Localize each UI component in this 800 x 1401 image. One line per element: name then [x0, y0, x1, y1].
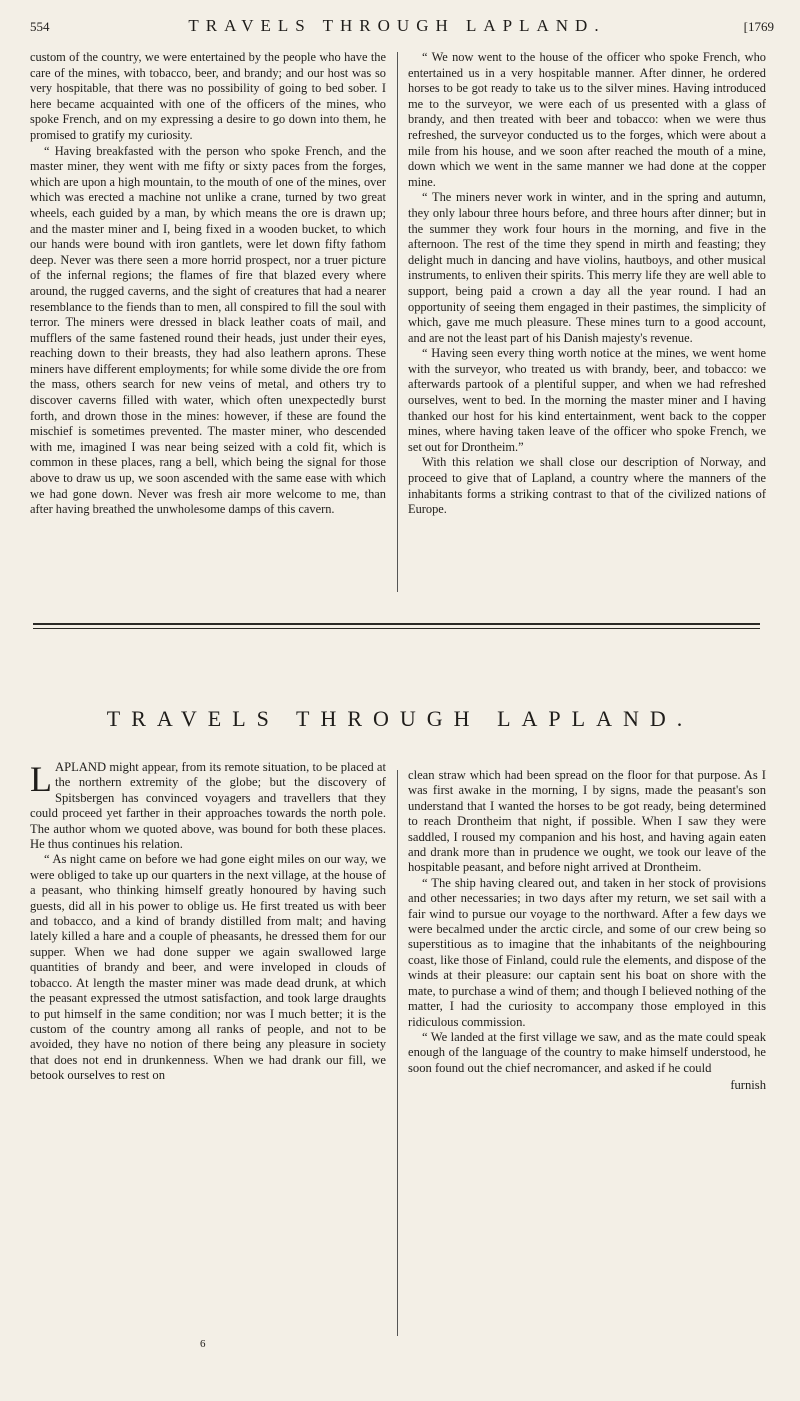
signature-mark: 6 [200, 1338, 206, 1350]
paragraph: “ The miners never work in winter, and in the spring and autumn, they only labour three hours before, and three hours after dinner; but in the summer they work four hours in the morning, and five in the afternoon. The rest of the time they spend in mirth and feasting; they delight much in dancing and have violins, hautboys, and other musical instruments, to enliven their spirits. This merry life they are well able to support, being paid a crown a day all the year round. I had an opportunity of seeing them engaged in their pastimes, the simplicity of which, gave me much pleasure. These mines turn to a good account, and are not the least part of his Danish majesty's revenue. [408, 190, 766, 345]
page-number: 554 [30, 19, 50, 34]
top-right-column [408, 50, 766, 595]
section-rule [33, 623, 760, 625]
paragraph: clean straw which had been spread on the floor for that purpose. As I was first awake in the morning, I by signs, made the peasant's son understand that I wanted the horses to be got ready, being determined to reach Drontheim that night, if possible. When I saw they were saddled, I roused my companion and his host, and having again eaten and drank more than in prudence we ought, we took our leave of the hospitable peasant, and before night arrived at Drontheim. [408, 768, 766, 875]
opening-text: APLAND might appear, from its remote situation, to be placed at the northern extremity of the globe; but the discovery of Spitsbergen has convinced voyagers and travellers that they could proceed yet farther in their approaches towards the north pole. The author whom we quoted above, was bound for both these places. He thus continues his relation. [30, 760, 386, 852]
paragraph: “ Having breakfasted with the person who spoke French, and the master miner, they went with me fifty or sixty paces from the forges, which are upon a high mountain, to the mouth of one of the mines, over which was erected a machine not unlike a crane, turned by two great wheels, each guided by a man, by which means the ore is drawn up; and the master miner and I, being fixed in a wooden bucket, to which our hands were bound with iron gantlets, were let down fifty fathom deep. Never was there seen a more horrid prospect, nor a truer picture of the infernal regions; the flames of fire that blazed every where around, the rugged caverns, and the sight of creatures that had a nearer resemblance to the fiends than to men, all conspired to fill the soul with terror. The miners were dressed in black leather coats of mail, and mufflers of the same fastened round their heads, just under their eyes, reaching down to their breasts, they had also leathern aprons. These miners have different employments; for while some divide the ore from the mass, others search for new veins of metal, and others try to discover caverns filled with water, which often unexpectedly burst forth, and drown those in the mines: however, if these are found the mischief is sometimes prevented. The master miner, who descended with me, imagined I was near being seized with a cold fit, which is common in these places, rang a bell, which being the signal for those above to draw us up, we soon ascended with the same ease with which we had gone down. Never was fresh air more welcome to me, than after having breathed the unwholesome damps of this cavern. [30, 143, 386, 517]
drop-cap: L [30, 759, 52, 799]
running-date: [1769 [743, 19, 774, 34]
section-rule [33, 628, 760, 629]
top-left-column [30, 50, 386, 595]
column-divider [397, 52, 398, 592]
bottom-right-column [408, 768, 766, 1358]
paragraph: “ We landed at the first village we saw, and as the mate could speak enough of the language of the country to make himself understood, he soon found out the chief necromancer, and asked if he could [408, 1029, 766, 1075]
paragraph: “ We now went to the house of the officer who spoke French, who entertained us in a very hospitable manner. After dinner, he ordered horses to be got ready to take us to the silver mines. Having introduced me to the surveyor, we were each of us presented with a glass of brandy, and then treated with beer and tobacco: when we were thus refreshed, the surveyor conducted us to the forges, which were about a mile from his house, and we soon after reached the mouth of a mine, down which we went in the same manner we had done at the copper mine. [408, 50, 766, 189]
opening-paragraph [30, 760, 386, 852]
section-title: TRAVELS THROUGH LAPLAND. [106, 706, 694, 731]
paragraph: “ Having seen every thing worth notice at the mines, we went home with the surveyor, who treated us with brandy, beer, and tobacco: we afterwards partook of a plentiful supper, and when we had refreshed ourselves, went to bed. In the morning the master miner and I having thanked our host for his kind entertainment, went back to the copper mines, where having taken leave of the officer who spoke French, we set out for Drontheim.” [408, 346, 766, 454]
catchword: furnish [730, 1078, 766, 1093]
paragraph: “ As night came on before we had gone eight miles on our way, we were obliged to take up our quarters in the next village, at the house of a peasant, who thinking himself greatly honoured by having such guests, did all in his power to oblige us. He first treated us with beer and tobacco, and a kind of brandy distilled from malt; and having lately killed a hare and a couple of pheasants, he dressed them for our supper. When we had done supper we again swallowed large quantities of brandy and beer, and were inveloped in clouds of tobacco. At length the master miner was made dead drunk, at which the peasant expressed the utmost satisfaction, and took large draughts to put himself in the same condition; nor was I much better; it is the custom of the country among all ranks of people, and not to be avoided, they have no notion of there being any pleasure in society that does not end in drunkenness. When we had drank our fill, we betook ourselves to rest on [30, 852, 386, 1083]
bottom-left-column [30, 760, 386, 1350]
column-divider [397, 770, 398, 1336]
paragraph: “ The ship having cleared out, and taken in her stock of provisions and other necessaries; in two days after my return, we set sail with a fair wind to pursue our voyage to the northward. After a few days we were becalmed under the arctic circle, and some of our crew being so superstitious as to imagine that the inhabitants of the neighbouring coast, like those of Finland, could rule the elements, and dispose of the winds at their pleasure: our captain sent his boat on shore with the mate, to purchase a wind of them; and though I believed nothing of the matter, I had the curiosity to accompany those employed in this ridiculous commission. [408, 875, 766, 1029]
running-title: TRAVELS THROUGH LAPLAND. [188, 16, 606, 35]
paragraph: custom of the country, we were entertained by the people who have the care of the mines, with tobacco, beer, and brandy; and our host was so very hospitable, that there was no possibility of going to bed sober. I here became acquainted with one of the officers of the mines, who spoke French, and on my expressing a desire to go down into them, he promised to gratify my curiosity. [30, 50, 386, 142]
running-head [30, 16, 774, 42]
paragraph: With this relation we shall close our description of Norway, and proceed to give that of Lapland, a country where the manners of the inhabitants forms a striking contrast to that of the civilized nations of Europe. [408, 455, 766, 517]
